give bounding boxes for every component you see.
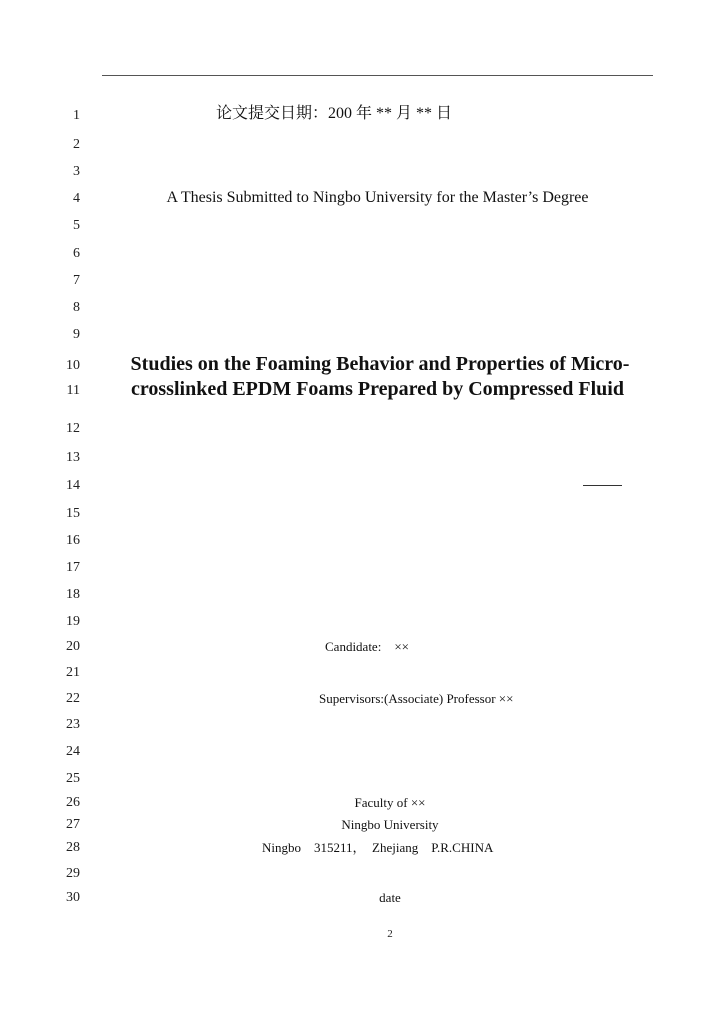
thesis-statement: A Thesis Submitted to Ningbo University for the Master’s Degree — [166, 189, 589, 206]
line-number: 28 — [66, 840, 80, 855]
line-number: 1 — [73, 108, 80, 123]
supervisors: Supervisors:(Associate) Professor ×× — [319, 691, 514, 706]
line-number: 26 — [66, 795, 80, 810]
line-number: 14 — [66, 478, 80, 493]
line-number: 25 — [66, 771, 80, 786]
title-line-1: Studies on the Foaming Behavior and Properties of Micro- — [130, 353, 630, 375]
line-number: 22 — [66, 691, 80, 706]
line-number: 11 — [66, 383, 80, 398]
line-number: 21 — [66, 665, 80, 680]
line-number: 6 — [73, 246, 80, 261]
short-rule — [583, 485, 622, 486]
line-number: 29 — [66, 866, 80, 881]
line-number: 15 — [66, 506, 80, 521]
line-number: 10 — [66, 358, 80, 373]
faculty: Faculty of ×× — [354, 795, 426, 810]
line-number: 24 — [66, 744, 80, 759]
line-number: 16 — [66, 533, 80, 548]
line-number: 30 — [66, 890, 80, 905]
line-number: 2 — [73, 137, 80, 152]
line-number: 13 — [66, 450, 80, 465]
title-line-2: crosslinked EPDM Foams Prepared by Compressed Fluid — [131, 378, 624, 400]
address: Ningbo 315211， Zhejiang P.R.CHINA — [262, 840, 494, 855]
line-number: 23 — [66, 717, 80, 732]
line-number: 18 — [66, 587, 80, 602]
line-number: 20 — [66, 639, 80, 654]
line-number: 19 — [66, 614, 80, 629]
line-number: 12 — [66, 421, 80, 436]
line-number: 8 — [73, 300, 80, 315]
header-rule — [102, 75, 653, 76]
submission-date: 论文提交日期：200 年 ** 月 ** 日 — [216, 105, 453, 122]
university: Ningbo University — [341, 817, 439, 832]
line-number: 3 — [73, 164, 80, 179]
date: date — [379, 890, 401, 905]
page-number: 2 — [387, 928, 393, 940]
line-number: 7 — [73, 273, 80, 288]
line-number: 17 — [66, 560, 80, 575]
line-number: 9 — [73, 327, 80, 342]
candidate: Candidate: ×× — [325, 639, 409, 654]
line-number: 5 — [73, 218, 80, 233]
line-number: 27 — [66, 817, 80, 832]
line-number: 4 — [73, 191, 80, 206]
